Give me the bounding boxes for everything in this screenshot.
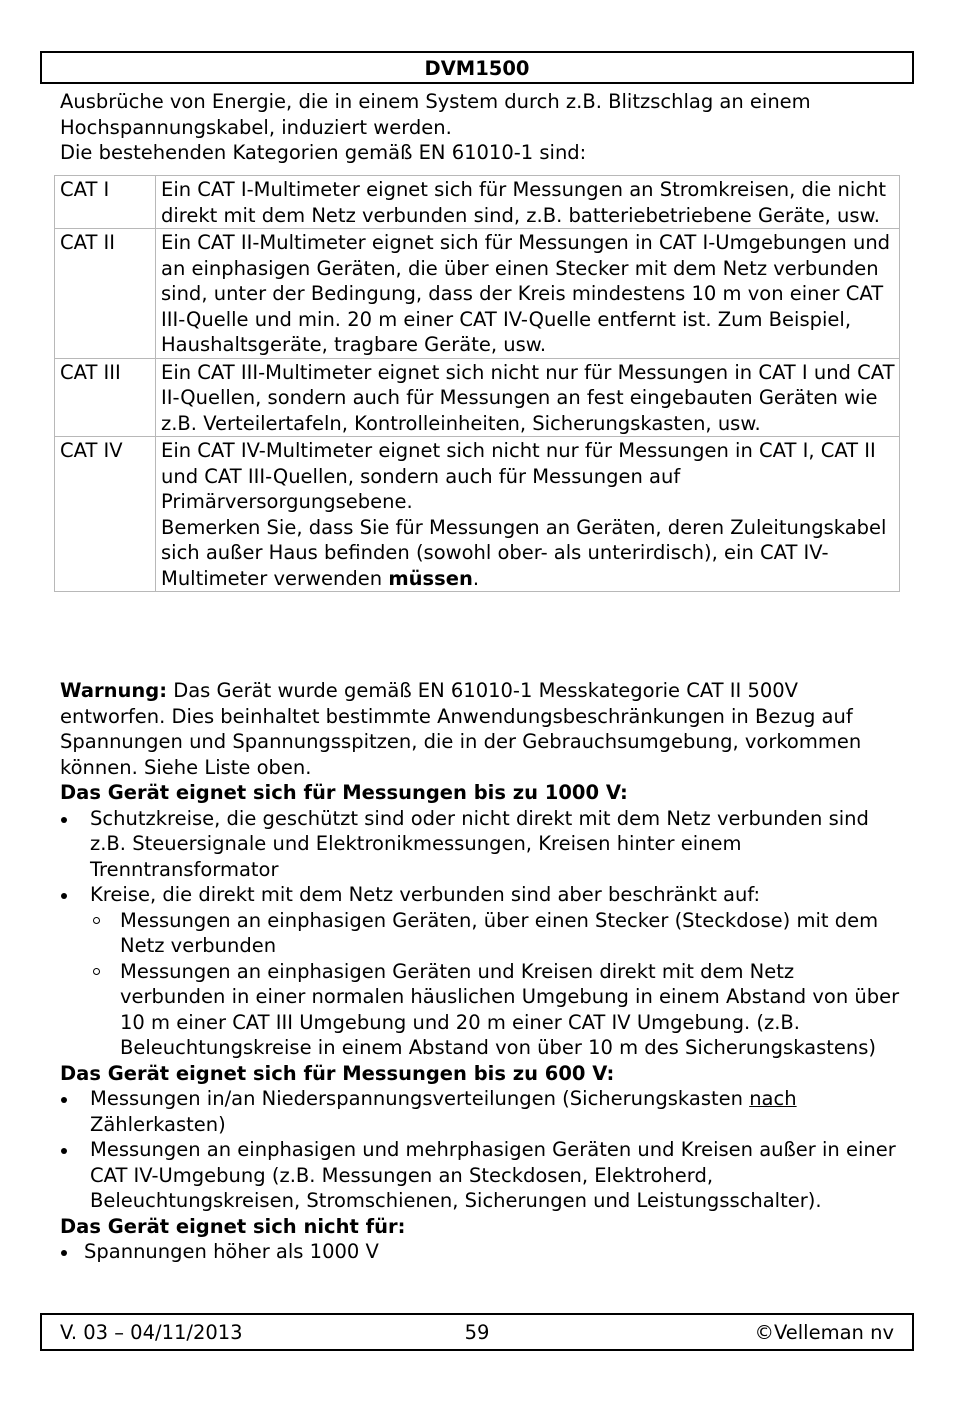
list-1000v [60,806,905,1061]
list-item-text: Kreise, die direkt mit dem Netz verbunden sind aber beschränkt auf: [90,883,761,906]
list-item [90,959,905,1061]
list-item [90,908,905,959]
list-600v [60,1086,905,1214]
category-table [54,175,900,592]
category-text: Ein CAT IV-Multimeter eignet sich nicht nur für Messungen in CAT I, CAT II und CAT III-Quellen, sondern auch für Messungen auf Primärversorgungsebene. [161,439,876,513]
category-name: CAT III [55,358,156,437]
note-text: Bemerken Sie, dass Sie für Messungen an Geräten, deren Zuleitungskabel sich außer Haus befinden (sowohl ober- als unterirdisch), ein CAT IV-Multimeter verwenden [161,515,887,590]
list-item-text: Schutzkreise, die geschützt sind oder nicht direkt mit dem Netz verbunden sind z.B. Steuersignale und Elektronikmessungen, Kreisen hinter einem Trenntransformator [90,806,869,881]
header-title: DVM1500 [424,57,530,80]
footer-copyright: ©Velleman nv [754,1321,894,1344]
intro-paragraph: Ausbrüche von Energie, die in einem System durch z.B. Blitzschlag an einem Hochspannungskabel, induziert werden. [60,90,811,139]
footer-version: V. 03 – 04/11/2013 [60,1321,243,1344]
category-name: CAT I [55,176,156,229]
heading-1000v: Das Gerät eignet sich für Messungen bis zu 1000 V: [60,781,628,804]
list-item [60,1137,905,1214]
list-item [60,806,905,883]
category-name: CAT II [55,229,156,359]
warning-label: Warnung: [60,679,167,702]
list-item-text: Messungen an einphasigen und mehrphasigen Geräten und Kreisen außer in einer CAT IV-Umgebung (z.B. Messungen an Steckdosen, Elektroherd, Beleuchtungskreisen, Stromschienen, Sicherungen und Leistungsschalter). [90,1138,896,1212]
categories-intro: Die bestehenden Kategorien gemäß EN 61010-1 sind: [60,141,587,164]
list-item-text: Messungen in/an Niederspannungsverteilungen (Sicherungskasten [90,1087,750,1110]
list-item [60,1086,905,1137]
underlined-word: nach [749,1087,797,1110]
page-header [40,51,914,84]
sublist [90,908,905,1061]
category-note [161,515,895,592]
main-section [60,678,905,1265]
category-name: CAT IV [55,437,156,592]
list-item-text-end: Zählerkasten) [90,1112,226,1136]
table-row [55,176,900,229]
list-item-text: Messungen an einphasigen Geräten, über einen Stecker (Steckdose) mit dem Netz verbunden [120,908,879,957]
table-row [55,229,900,359]
category-description: Ein CAT II-Multimeter eignet sich für Messungen in CAT I-Umgebungen und an einphasigen Geräten, die über einen Stecker mit dem Netz verbunden sind, unter der Bedingung, dass der Kreis mindestens 10 m von einer CAT III-Quelle und min. 20 m einer CAT IV-Quelle entfernt ist. Zum Beispiel, Haushaltsgeräte, tragbare Geräte, usw. [156,229,900,359]
list-item-text: Messungen an einphasigen Geräten und Kreisen direkt mit dem Netz verbunden in einer normalen häuslichen Umgebung in einem Abstand von über 10 m einer CAT III Umgebung und 20 m einer CAT IV Umgebung. (z.B. Beleuchtungskreise in einem Abstand von über 10 m des Sicherungskastens) [120,959,900,1059]
footer-page-number: 59 [464,1321,490,1344]
list-not-suitable [60,1239,905,1265]
category-description: Ein CAT III-Multimeter eignet sich nicht nur für Messungen in CAT I und CAT II-Quellen, sondern auch für Messungen an fest eingebauten Geräten wie z.B. Verteilertafeln, Kontrolleinheiten, Sicherungskasten, usw. [156,358,900,437]
note-end: . [472,566,480,590]
warning-paragraph [60,678,905,780]
warning-text: Das Gerät wurde gemäß EN 61010-1 Messkategorie CAT II 500V entworfen. Dies beinhaltet bestimmte Anwendungsbeschränkungen in Bezug auf Spannungen und Spannungsspitzen, die in der Gebrauchsumgebung, vorkommen können. Siehe Liste oben. [60,679,862,779]
note-emphasis: müssen [388,566,473,590]
page-footer [40,1313,914,1351]
table-row [55,437,900,592]
heading-600v: Das Gerät eignet sich für Messungen bis zu 600 V: [60,1061,615,1085]
category-description [156,437,900,592]
table-row [55,358,900,437]
list-item [60,882,905,1061]
intro-section [60,89,905,166]
category-description: Ein CAT I-Multimeter eignet sich für Messungen an Stromkreisen, die nicht direkt mit dem Netz verbunden sind, z.B. batteriebetriebene Geräte, usw. [156,176,900,229]
list-item [60,1239,905,1265]
list-item-text: Spannungen höher als 1000 V [84,1240,379,1263]
heading-not-suitable: Das Gerät eignet sich nicht für: [60,1214,406,1238]
